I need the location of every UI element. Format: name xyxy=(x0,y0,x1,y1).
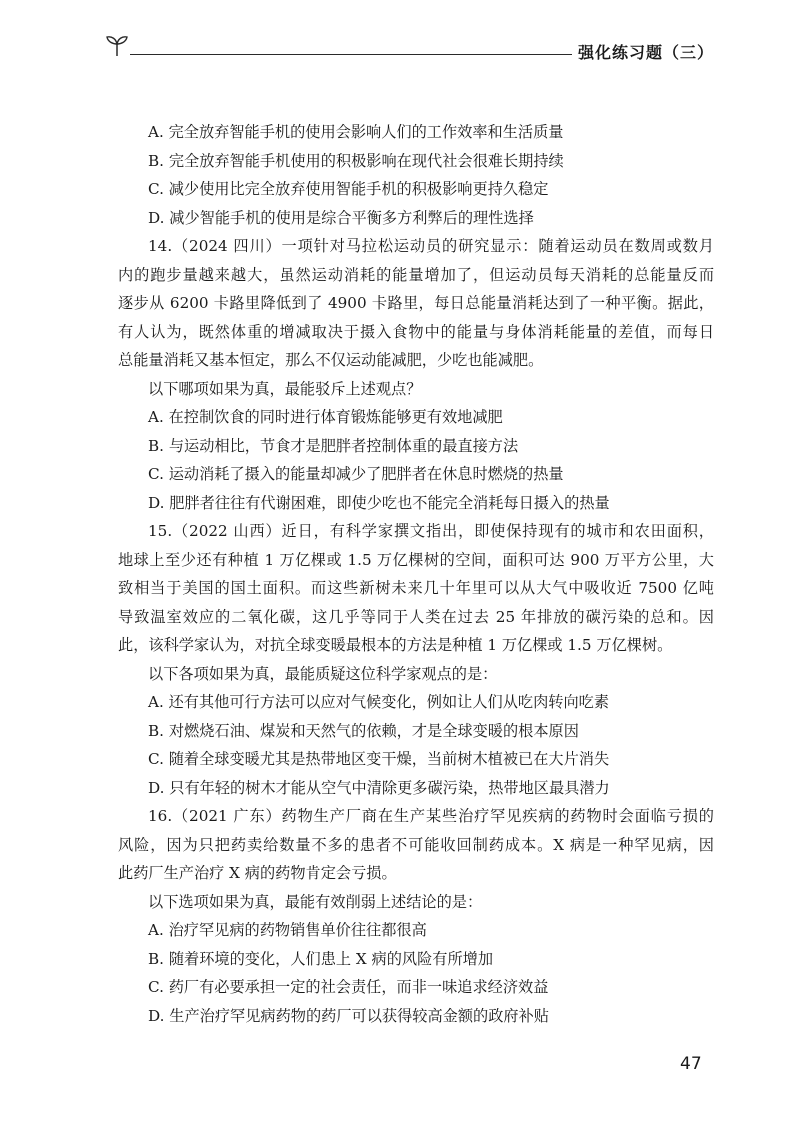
question-prompt: 以下各项如果为真，最能质疑这位科学家观点的是： xyxy=(148,664,498,683)
page-content xyxy=(118,118,714,1030)
question-text-line: 地球上至少还有种植 1 万亿棵或 1.5 万亿棵树的空间，面积可达 900 万平方公里，大 xyxy=(118,550,714,569)
option-line: C. 运动消耗了摄入的能量却减少了肥胖者在休息时燃烧的热量 xyxy=(148,465,564,483)
page-number: 47 xyxy=(680,1054,702,1074)
sprout-icon xyxy=(104,32,130,58)
question-text-line: 风险，因为只把药卖给数量不多的患者不可能收回制药成本。X 病是一种罕见病，因 xyxy=(118,835,714,854)
question-text-line: 14.（2024 四川）一项针对马拉松运动员的研究显示：随着运动员在数周或数月 xyxy=(148,237,714,255)
header-rule xyxy=(130,54,572,55)
option-line: D. 只有年轻的树木才能从空气中清除更多碳污染，热带地区最具潜力 xyxy=(148,778,610,797)
question-text-line: 导致温室效应的二氧化碳，这几乎等同于人类在过去 25 年排放的碳污染的总和。因 xyxy=(118,607,714,626)
page-header xyxy=(0,28,800,68)
question-text-line: 逐步从 6200 卡路里降低到了 4900 卡路里，每日总能量消耗达到了一种平衡。据此， xyxy=(118,294,714,312)
option-line: A. 还有其他可行方法可以应对气候变化，例如让人们从吃肉转向吃素 xyxy=(148,693,610,711)
option-line: D. 肥胖者往往有代谢困难，即使少吃也不能完全消耗每日摄入的热量 xyxy=(148,493,610,512)
option-line: C. 减少使用比完全放弃使用智能手机的积极影响更持久稳定 xyxy=(148,180,549,198)
option-line: D. 生产治疗罕见病药物的药厂可以获得较高金额的政府补贴 xyxy=(148,1006,549,1025)
question-text-line: 总能量消耗又基本恒定，那么不仅运动能减肥，少吃也能减肥。 xyxy=(118,351,544,369)
option-line: B. 与运动相比，节食才是肥胖者控制体重的最直接方法 xyxy=(148,436,519,455)
question-text-line: 16.（2021 广东）药物生产厂商在生产某些治疗罕见疾病的药物时会面临亏损的 xyxy=(148,807,714,825)
question-prompt: 以下哪项如果为真，最能驳斥上述观点？ xyxy=(148,379,422,398)
option-line: A. 完全放弃智能手机的使用会影响人们的工作效率和生活质量 xyxy=(148,123,564,141)
question-text-line: 致相当于美国的国土面积。而这些新树未来几十年里可以从大气中吸收近 7500 亿吨 xyxy=(118,579,714,597)
question-text-line: 内的跑步量越来越大，虽然运动消耗的能量增加了，但运动员每天消耗的总能量反而 xyxy=(118,265,714,284)
option-line: C. 随着全球变暖尤其是热带地区变干燥，当前树木植被已在大片消失 xyxy=(148,750,610,768)
question-text-line: 15.（2022 山西）近日，有科学家撰文指出，即使保持现有的城市和农田面积， xyxy=(148,522,714,540)
option-line: B. 完全放弃智能手机使用的积极影响在现代社会很难长期持续 xyxy=(148,151,564,170)
question-text-line: 此药厂生产治疗 X 病的药物肯定会亏损。 xyxy=(118,864,397,882)
option-line: D. 减少智能手机的使用是综合平衡多方利弊后的理性选择 xyxy=(148,208,534,227)
question-text-line: 有人认为，既然体重的增减取决于摄入食物中的能量与身体消耗能量的差值，而每日 xyxy=(118,322,714,341)
question-text-line: 此，该科学家认为，对抗全球变暖最根本的方法是种植 1 万亿棵或 1.5 万亿棵树。 xyxy=(118,636,673,654)
option-line: A. 在控制饮食的同时进行体育锻炼能够更有效地减肥 xyxy=(148,408,503,426)
header-title: 强化练习题（三） xyxy=(578,43,715,62)
option-line: C. 药厂有必要承担一定的社会责任，而非一味追求经济效益 xyxy=(148,978,549,996)
option-line: B. 随着环境的变化，人们患上 X 病的风险有所增加 xyxy=(148,949,494,968)
question-prompt: 以下选项如果为真，最能有效削弱上述结论的是： xyxy=(148,892,483,911)
option-line: A. 治疗罕见病的药物销售单价往往都很高 xyxy=(148,921,427,939)
option-line: B. 对燃烧石油、煤炭和天然气的依赖，才是全球变暖的根本原因 xyxy=(148,721,579,740)
